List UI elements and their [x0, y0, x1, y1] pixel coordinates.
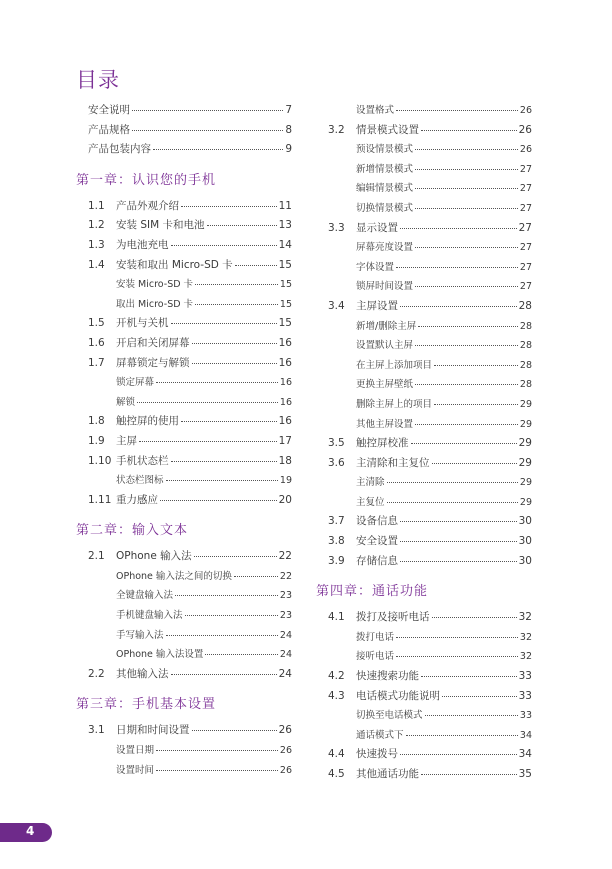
toc-entry[interactable] — [316, 141, 532, 161]
toc-entry-page: 29 — [518, 456, 532, 469]
toc-entry-page: 23 — [279, 610, 292, 622]
dot-leader — [171, 461, 277, 462]
toc-entry-title: 拨打及接听电话 — [356, 611, 430, 624]
toc-entry-number: 1.2 — [88, 219, 105, 232]
toc-entry-title: 重力感应 — [116, 493, 158, 506]
toc-entry-page: 27 — [519, 281, 532, 293]
toc-entry-title: 设置日期 — [116, 745, 155, 757]
toc-entry-page: 26 — [519, 105, 532, 116]
toc-entry[interactable] — [316, 746, 532, 766]
toc-entry[interactable] — [316, 474, 532, 494]
toc-entry[interactable] — [76, 198, 292, 218]
toc-entry-title: 接听电话 — [356, 651, 395, 663]
toc-entry-page: 22 — [279, 570, 292, 582]
toc-entry-page: 32 — [518, 611, 532, 624]
toc-entry-title: 其他通话功能 — [356, 768, 419, 780]
toc-entry-page: 19 — [279, 475, 292, 487]
toc-entry[interactable] — [316, 180, 532, 200]
toc-entry-title: OPhone 输入法 — [116, 550, 192, 563]
toc-entry-page: 16 — [278, 415, 292, 428]
toc-entry[interactable] — [316, 220, 532, 240]
toc-entry-title: 开启和关闭屏幕 — [116, 336, 190, 349]
toc-entry-title: 产品包装内容 — [88, 143, 151, 156]
toc-entry-number: 4.5 — [328, 768, 345, 780]
toc-entry-title: 通话模式下 — [356, 729, 404, 741]
dot-leader — [235, 265, 277, 266]
toc-entry[interactable] — [316, 494, 532, 514]
dot-leader — [425, 715, 518, 716]
dot-leader — [171, 323, 277, 324]
toc-entry-page: 22 — [278, 550, 292, 563]
toc-entry-page: 15 — [278, 317, 292, 330]
toc-entry[interactable] — [316, 435, 532, 455]
toc-entry-title: 主清除 — [356, 477, 385, 489]
toc-entry-page: 23 — [279, 590, 292, 602]
dot-leader — [207, 225, 277, 226]
toc-entry-number: 3.1 — [88, 724, 105, 737]
dot-leader — [396, 110, 518, 111]
dot-leader — [415, 169, 518, 170]
dot-leader — [137, 402, 278, 403]
toc-entry-page: 34 — [519, 729, 532, 741]
toc-entry[interactable] — [76, 394, 292, 414]
toc-entry-page: 27 — [518, 221, 532, 234]
toc-entry-title: 锁屏时间设置 — [356, 281, 414, 293]
dot-leader — [156, 382, 278, 383]
dot-leader — [132, 130, 283, 131]
dot-leader — [415, 149, 518, 150]
dot-leader — [195, 284, 278, 285]
toc-entry-page: 35 — [518, 768, 532, 780]
toc-entry[interactable] — [76, 472, 292, 492]
toc-entry-number: 4.3 — [328, 689, 345, 702]
toc-entry[interactable] — [76, 217, 292, 237]
toc-entry-title: 手写输入法 — [116, 629, 164, 641]
toc-entry-page: 28 — [518, 299, 532, 312]
toc-entry[interactable] — [316, 122, 532, 142]
toc-entry[interactable] — [316, 766, 532, 786]
toc-entry-title: 安装 SIM 卡和电池 — [116, 219, 205, 232]
toc-entry[interactable] — [76, 568, 292, 588]
toc-entry[interactable] — [76, 627, 292, 647]
dot-leader — [166, 635, 278, 636]
dot-leader — [195, 304, 278, 305]
toc-entry-page: 32 — [519, 631, 532, 643]
dot-leader — [185, 615, 278, 616]
toc-entry-title: 情景模式设置 — [356, 123, 419, 136]
toc-entry-page: 20 — [278, 493, 292, 506]
dot-leader — [160, 500, 277, 501]
dot-leader — [396, 267, 518, 268]
toc-entry[interactable] — [76, 646, 292, 666]
dot-leader — [434, 365, 518, 366]
toc-entry-page: 16 — [278, 356, 292, 369]
toc-entry-page: 28 — [519, 359, 532, 371]
page-title: 目录 — [76, 68, 120, 92]
toc-entry-page: 33 — [518, 670, 532, 683]
toc-entry[interactable] — [76, 587, 292, 607]
toc-entry[interactable] — [316, 455, 532, 475]
toc-entry-title: 主复位 — [356, 496, 385, 508]
toc-entry-title: 快速搜索功能 — [356, 670, 419, 683]
toc-entry-title: 显示设置 — [356, 221, 398, 234]
toc-entry-number: 4.4 — [328, 748, 345, 761]
toc-entry-title: 安装 Micro-SD 卡 — [116, 279, 194, 291]
toc-entry-title: 其他输入法 — [116, 667, 169, 680]
toc-entry[interactable] — [76, 433, 292, 453]
toc-entry-page: 32 — [519, 651, 532, 663]
dot-leader — [406, 735, 518, 736]
toc-entry-page: 27 — [519, 183, 532, 195]
toc-entry-page: 26 — [519, 144, 532, 156]
toc-entry[interactable] — [316, 200, 532, 220]
toc-entry-title: 状态栏图标 — [116, 475, 164, 487]
toc-entry-page: 27 — [519, 202, 532, 214]
toc-entry[interactable] — [316, 396, 532, 416]
toc-entry[interactable] — [76, 722, 292, 742]
toc-entry-number: 2.2 — [88, 667, 105, 680]
dot-leader — [432, 463, 517, 464]
toc-entry-title: 产品外观介绍 — [116, 199, 179, 212]
chapter-heading: 第三章：手机基本设置 — [76, 697, 217, 713]
toc-entry-title: 拨打电话 — [356, 631, 395, 643]
toc-entry-title: 新增/删除主屏 — [356, 320, 417, 332]
toc-entry-page: 9 — [285, 143, 292, 156]
dot-leader — [400, 306, 517, 307]
toc-entry-number: 3.4 — [328, 299, 345, 312]
toc-entry-title: 主屏 — [116, 434, 137, 447]
dot-leader — [400, 228, 517, 229]
toc-entry-page: 27 — [519, 261, 532, 273]
toc-entry-number: 1.5 — [88, 317, 105, 330]
toc-entry-title: 屏幕亮度设置 — [356, 242, 414, 254]
dot-leader — [181, 421, 277, 422]
toc-entry-page: 26 — [278, 724, 292, 737]
toc-entry-number: 3.3 — [328, 221, 345, 234]
toc-entry[interactable] — [316, 318, 532, 338]
toc-entry-page: 26 — [279, 745, 292, 757]
dot-leader — [153, 149, 283, 150]
dot-leader — [234, 576, 278, 577]
toc-entry-number: 4.1 — [328, 611, 345, 624]
toc-entry-page: 28 — [519, 320, 532, 332]
toc-entry-title: 设置格式 — [356, 105, 395, 116]
toc-entry-page: 17 — [278, 434, 292, 447]
toc-entry-number: 3.7 — [328, 515, 345, 528]
toc-entry-title: 其他主屏设置 — [356, 418, 414, 430]
toc-entry-title: 更换主屏壁纸 — [356, 379, 414, 391]
dot-leader — [418, 326, 518, 327]
toc-entry-number: 1.7 — [88, 356, 105, 369]
toc-entry[interactable] — [76, 666, 292, 686]
toc-entry-number: 1.11 — [88, 493, 112, 506]
dot-leader — [400, 541, 517, 542]
toc-right-column — [316, 102, 532, 786]
toc-entry-page: 27 — [519, 242, 532, 254]
toc-entry-title: 设置默认主屏 — [356, 340, 414, 352]
toc-entry-page: 29 — [519, 477, 532, 489]
dot-leader — [421, 130, 517, 131]
dot-leader — [387, 482, 518, 483]
toc-entry-number: 3.6 — [328, 456, 345, 469]
toc-entry-page: 14 — [278, 238, 292, 251]
toc-entry[interactable] — [76, 607, 292, 627]
toc-entry-title: 触控屏校准 — [356, 437, 409, 450]
toc-entry[interactable] — [316, 533, 532, 553]
toc-entry-title: 切换情景模式 — [356, 202, 414, 214]
toc-entry[interactable] — [316, 357, 532, 377]
toc-entry-title: 设备信息 — [356, 515, 398, 528]
toc-entry-page: 28 — [519, 340, 532, 352]
toc-entry-page: 24 — [278, 667, 292, 680]
toc-entry-page: 29 — [519, 398, 532, 410]
dot-leader — [421, 774, 517, 775]
toc-entry[interactable] — [316, 727, 532, 747]
toc-entry-page: 27 — [519, 163, 532, 175]
toc-entry[interactable] — [76, 315, 292, 335]
toc-entry-page: 18 — [278, 454, 292, 467]
dot-leader — [156, 770, 278, 771]
toc-entry[interactable] — [76, 762, 292, 782]
toc-entry[interactable] — [76, 492, 292, 512]
toc-entry-page: 24 — [279, 629, 292, 641]
toc-entry[interactable] — [76, 374, 292, 394]
dot-leader — [166, 480, 278, 481]
toc-entry-page: 30 — [518, 554, 532, 567]
toc-entry-title: OPhone 输入法之间的切换 — [116, 570, 232, 582]
toc-entry[interactable] — [76, 413, 292, 433]
chapter-heading: 第四章：通话功能 — [316, 584, 429, 600]
toc-entry[interactable] — [76, 742, 292, 762]
dot-leader — [192, 343, 277, 344]
toc-entry-number: 4.2 — [328, 670, 345, 683]
toc-entry[interactable] — [316, 648, 532, 668]
dot-leader — [171, 245, 277, 246]
toc-entry-title: 安装和取出 Micro-SD 卡 — [116, 258, 233, 271]
dot-leader — [421, 676, 517, 677]
dot-leader — [400, 754, 517, 755]
chapter-heading: 第二章：输入文本 — [76, 523, 189, 539]
toc-entry-page: 15 — [279, 279, 292, 291]
toc-entry[interactable] — [316, 259, 532, 279]
toc-entry[interactable] — [316, 416, 532, 436]
toc-entry-page: 33 — [519, 710, 532, 722]
dot-leader — [415, 424, 518, 425]
toc-entry-number: 1.10 — [88, 454, 112, 467]
dot-leader — [396, 656, 518, 657]
toc-entry-title: 预设情景模式 — [356, 144, 414, 156]
toc-entry-page: 26 — [518, 123, 532, 136]
toc-entry-title: 解锁 — [116, 396, 136, 408]
toc-entry-page: 15 — [278, 258, 292, 271]
toc-entry-title: 编辑情景模式 — [356, 183, 414, 195]
dot-leader — [194, 556, 277, 557]
dot-leader — [415, 247, 518, 248]
toc-entry[interactable] — [316, 553, 532, 573]
toc-entry[interactable] — [316, 239, 532, 259]
toc-entry-number: 3.8 — [328, 535, 345, 548]
dot-leader — [415, 208, 518, 209]
toc-entry-number: 1.6 — [88, 336, 105, 349]
dot-leader — [442, 696, 517, 697]
toc-entry-number: 1.1 — [88, 199, 105, 212]
toc-entry[interactable] — [76, 453, 292, 473]
toc-entry-page: 26 — [279, 764, 292, 776]
toc-entry-title: 安全说明 — [88, 104, 130, 116]
toc-entry-number: 3.2 — [328, 123, 345, 136]
toc-entry[interactable] — [76, 355, 292, 375]
toc-entry-title: 设置时间 — [116, 764, 155, 776]
toc-entry-page: 30 — [518, 515, 532, 528]
toc-entry-title: 电话模式功能说明 — [356, 689, 440, 702]
dot-leader — [415, 286, 518, 287]
dot-leader — [432, 617, 517, 618]
toc-entry[interactable] — [316, 688, 532, 708]
dot-leader — [156, 750, 278, 751]
toc-entry-page: 29 — [518, 437, 532, 450]
toc-entry-title: 存储信息 — [356, 554, 398, 567]
dot-leader — [434, 404, 518, 405]
toc-entry[interactable] — [316, 298, 532, 318]
toc-entry[interactable] — [316, 707, 532, 727]
dot-leader — [132, 110, 283, 111]
toc-entry-page: 16 — [279, 377, 292, 389]
dot-leader — [171, 674, 277, 675]
toc-entry-title: 手机键盘输入法 — [116, 610, 183, 622]
toc-entry-page: 28 — [519, 379, 532, 391]
toc-entry-page: 13 — [278, 219, 292, 232]
toc-entry[interactable] — [316, 513, 532, 533]
toc-entry-title: 锁定屏幕 — [116, 377, 155, 389]
toc-entry[interactable] — [76, 237, 292, 257]
toc-entry[interactable] — [76, 102, 292, 122]
dot-leader — [181, 206, 277, 207]
toc-entry-page: 30 — [518, 535, 532, 548]
toc-entry-title: 全键盘输入法 — [116, 590, 174, 602]
toc-entry-title: 触控屏的使用 — [116, 415, 179, 428]
toc-entry-title: 安全设置 — [356, 535, 398, 548]
toc-entry[interactable] — [76, 122, 292, 142]
dot-leader — [415, 384, 518, 385]
dot-leader — [415, 345, 518, 346]
toc-entry-title: 产品规格 — [88, 123, 130, 136]
dot-leader — [139, 441, 277, 442]
toc-entry[interactable] — [316, 278, 532, 298]
toc-entry-page: 16 — [279, 396, 292, 408]
toc-entry[interactable] — [316, 337, 532, 357]
toc-entry-page: 7 — [285, 104, 292, 116]
toc-entry[interactable] — [316, 609, 532, 629]
toc-entry-number: 3.5 — [328, 437, 345, 450]
toc-entry[interactable] — [76, 141, 292, 161]
toc-entry-page: 24 — [279, 649, 292, 661]
toc-entry-title: 删除主屏上的项目 — [356, 398, 433, 410]
toc-entry[interactable] — [316, 161, 532, 181]
toc-entry-title: 开机与关机 — [116, 317, 169, 330]
toc-entry-title: 取出 Micro-SD 卡 — [116, 298, 194, 310]
toc-entry-title: 字体设置 — [356, 261, 395, 273]
toc-entry-page: 33 — [518, 689, 532, 702]
toc-entry-page: 16 — [278, 336, 292, 349]
toc-entry[interactable] — [76, 257, 292, 277]
toc-entry-page: 11 — [278, 199, 292, 212]
toc-entry-title: 切换至电话模式 — [356, 710, 423, 722]
dot-leader — [205, 654, 277, 655]
toc-entry-title: 主清除和主复位 — [356, 456, 430, 469]
dot-leader — [400, 521, 517, 522]
dot-leader — [396, 637, 518, 638]
toc-entry-title: OPhone 输入法设置 — [116, 649, 204, 661]
dot-leader — [411, 443, 517, 444]
dot-leader — [387, 502, 518, 503]
dot-leader — [192, 730, 277, 731]
toc-entry-page: 29 — [519, 418, 532, 430]
toc-entry-number: 1.8 — [88, 415, 105, 428]
toc-entry-title: 日期和时间设置 — [116, 724, 190, 737]
toc-entry-title: 主屏设置 — [356, 299, 398, 312]
toc-entry[interactable] — [76, 296, 292, 316]
toc-entry[interactable] — [316, 668, 532, 688]
toc-entry-number: 2.1 — [88, 550, 105, 563]
toc-entry-page: 15 — [279, 298, 292, 310]
toc-entry[interactable] — [316, 376, 532, 396]
toc-entry-title: 新增情景模式 — [356, 163, 414, 175]
dot-leader — [175, 595, 278, 596]
toc-entry[interactable] — [316, 629, 532, 649]
toc-entry-title: 为电池充电 — [116, 238, 169, 251]
chapter-heading: 第一章：认识您的手机 — [76, 172, 217, 188]
dot-leader — [400, 561, 517, 562]
toc-entry[interactable] — [76, 276, 292, 296]
toc-entry-title: 手机状态栏 — [116, 454, 169, 467]
toc-entry-page: 8 — [285, 123, 292, 136]
dot-leader — [415, 188, 518, 189]
toc-entry[interactable] — [76, 548, 292, 568]
toc-entry-number: 3.9 — [328, 554, 345, 567]
dot-leader — [192, 363, 277, 364]
toc-left-column — [76, 102, 292, 781]
toc-entry-title: 在主屏上添加项目 — [356, 359, 433, 371]
toc-entry[interactable] — [76, 335, 292, 355]
toc-entry-number: 1.3 — [88, 238, 105, 251]
toc-entry-number: 1.9 — [88, 434, 105, 447]
toc-entry-title: 屏幕锁定与解锁 — [116, 356, 190, 369]
toc-entry-page: 34 — [518, 748, 532, 761]
toc-entry-title: 快速拨号 — [356, 748, 398, 761]
page-number: 4 — [26, 824, 35, 838]
toc-entry-number: 1.4 — [88, 258, 105, 271]
toc-entry[interactable] — [316, 102, 532, 122]
toc-entry-page: 29 — [519, 496, 532, 508]
